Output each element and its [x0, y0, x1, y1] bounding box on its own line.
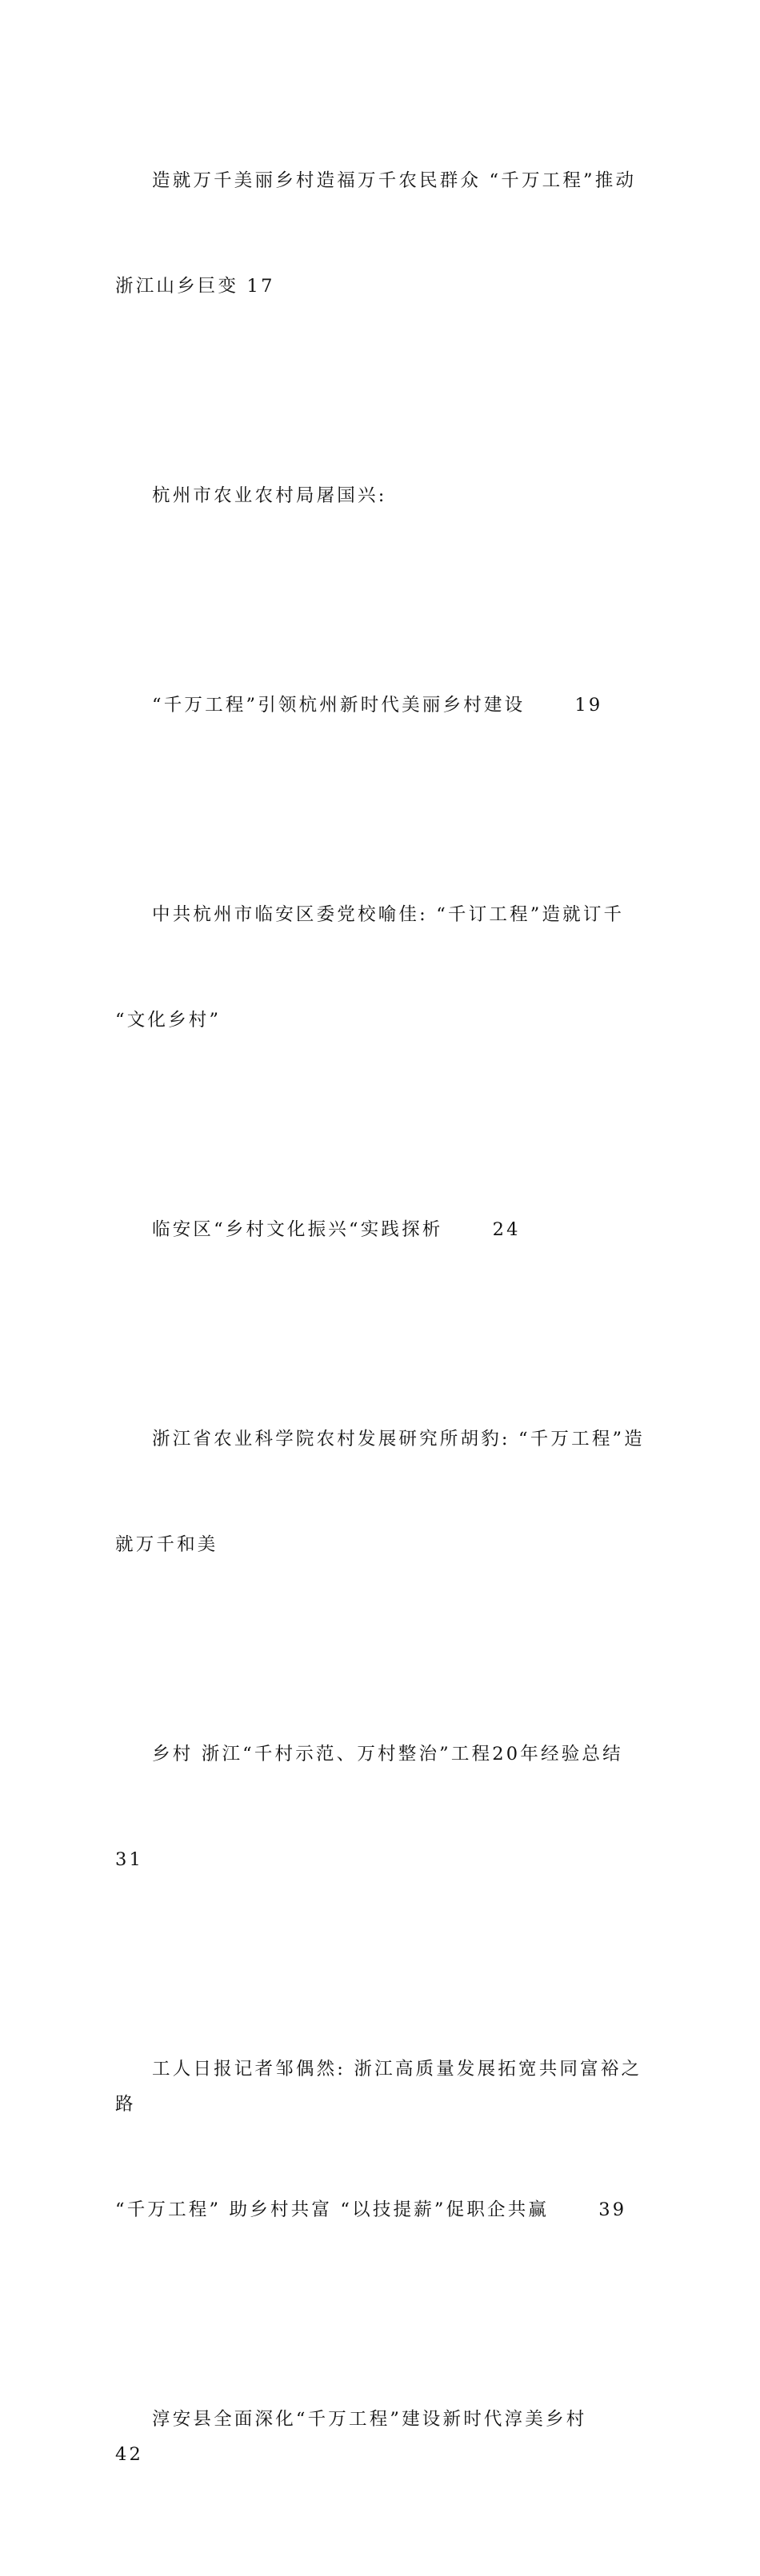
toc-entry-line: 杭州市农业农村局屠国兴:: [152, 485, 387, 506]
toc-entry-line: 淳安县全面深化“千万工程”建设新时代淳美乡村 42: [115, 2409, 637, 2465]
toc-entry-line: 31: [115, 1849, 144, 1870]
toc-entry-line: 临安区“乡村文化振兴“实践探析 24: [152, 1219, 521, 1240]
toc-entry: [115, 408, 650, 584]
toc-entry: [115, 2331, 650, 2542]
toc-entry: [115, 617, 650, 793]
toc-entry-line: 浙江山乡巨变 17: [115, 276, 275, 297]
toc-entry-line: 就万千和美: [115, 1534, 218, 1555]
toc-entry: [115, 1142, 650, 1318]
toc-entry-line: 中共杭州市临安区委党校喻佳: “千订工程”造就订千: [152, 904, 625, 925]
toc-entry: [115, 827, 650, 1108]
toc-entry-line: 工人日报记者邹偶然: 浙江高质量发展拓宽共同富裕之路: [115, 2059, 642, 2115]
toc-entry: [115, 93, 650, 374]
toc-entry-line: “千万工程”引领杭州新时代美丽乡村建设 19: [152, 695, 603, 716]
toc-entry-line: “千万工程” 助乡村共富 “以技提薪”促职企共赢 39: [115, 2199, 627, 2220]
toc-entry-line: “文化乡村”: [115, 1010, 222, 1031]
table-of-contents: [115, 93, 650, 2576]
toc-entry-line: 浙江省农业科学院农村发展研究所胡豹: “千万工程”造: [152, 1429, 645, 1449]
toc-entry: [115, 1666, 650, 1948]
toc-entry-line: 造就万千美丽乡村造福万千农民群众 “千万工程”推动: [152, 170, 637, 191]
toc-entry-line: 乡村 浙江“千村示范、万村整治”工程20年经验总结: [152, 1744, 623, 1765]
toc-entry: [115, 1351, 650, 1633]
toc-entry: [115, 1981, 650, 2298]
